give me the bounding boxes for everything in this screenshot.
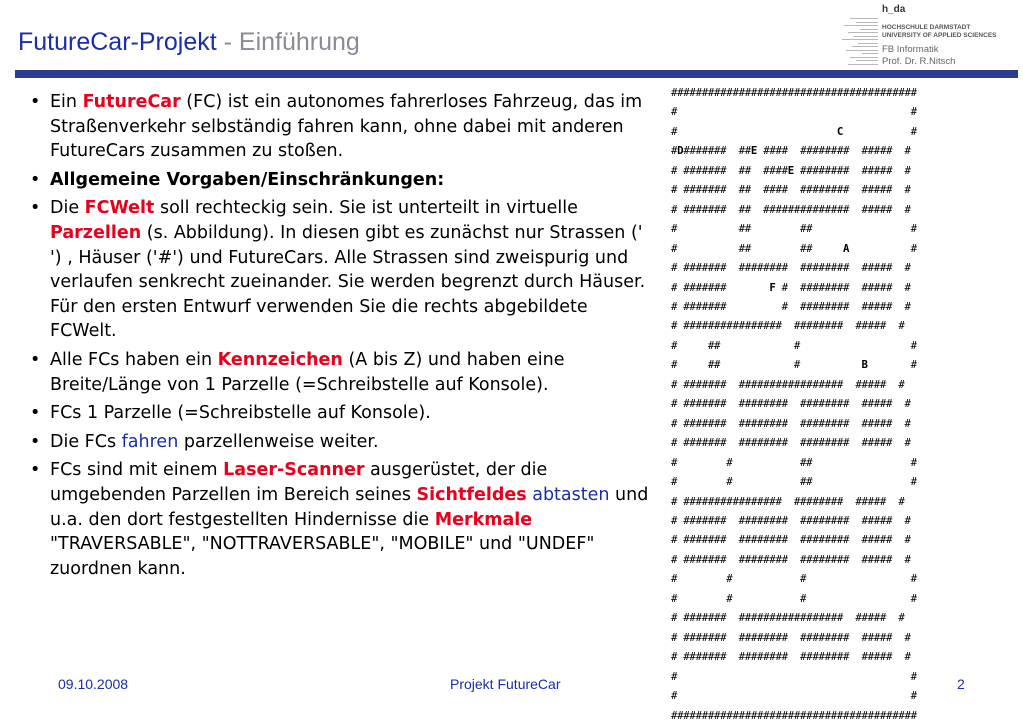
bullet-item: [26, 348, 651, 397]
map-row: # ####### ######## ######## ##### #: [671, 513, 911, 527]
logo-professor: Prof. Dr. R.Nitsch: [882, 56, 956, 67]
map-row: # ################ ######## ##### #: [671, 494, 905, 508]
logo-line: [858, 43, 878, 44]
logo-line: [848, 64, 878, 65]
map-row: #D####### ##E #### ######## ##### #: [671, 144, 911, 158]
logo-line: [852, 46, 878, 47]
map-row: # ####### ######## ######## ##### #: [671, 416, 911, 430]
map-row: # C #: [671, 124, 917, 138]
map-car-marker: E: [750, 144, 758, 158]
logo-line: [856, 22, 878, 23]
footer-title: Projekt FutureCar: [450, 676, 561, 692]
bullet-text: parzellenweise weiter.: [178, 431, 379, 452]
bullet-text: und u.a. den dort festgestellten Hindernisse die: [50, 484, 649, 530]
map-row: # ## # #: [671, 338, 917, 352]
bullet-text: soll rechteckig sein. Sie ist unterteilt in virtuelle: [154, 198, 578, 219]
bullet-highlight: FutureCar: [82, 92, 181, 112]
fcwelt-map: [671, 83, 917, 725]
bullet-dot: •: [30, 92, 41, 112]
logo-line: [844, 25, 878, 26]
bullet-item: [26, 196, 651, 344]
bullet-item: [26, 401, 651, 426]
bullet-highlight: Kennzeichen: [217, 349, 343, 370]
logo-brand: h_da: [882, 4, 906, 15]
map-row: # ####### ######## ######## ##### #: [671, 650, 911, 664]
bullet-text: FCs sind mit einem: [50, 460, 224, 481]
logo-university-line2: UNIVERSITY OF APPLIED SCIENCES: [882, 32, 997, 39]
bullet-text: Alle FCs haben ein: [50, 349, 218, 370]
bullet-list: [26, 90, 651, 585]
map-row: # ####### # ######## ##### #: [671, 299, 911, 313]
bullet-highlight: fahren: [121, 431, 179, 452]
bullet-dot: •: [30, 431, 41, 452]
map-row: # ####### ################# ##### #: [671, 377, 905, 391]
map-row: # # ## #: [671, 475, 917, 489]
bullet-highlight: Sichtfeldes: [416, 484, 527, 505]
map-row: # ####### F # ######## ##### #: [671, 280, 911, 294]
logo-line: [862, 53, 878, 54]
bullet-highlight: FCWelt: [84, 198, 155, 219]
map-row: # ####### ######## ######## ##### #: [671, 533, 911, 547]
bullet-dot: •: [30, 198, 41, 219]
map-row: # ####### ## #### ######## ##### #: [671, 183, 911, 197]
bullet-dot: •: [30, 169, 41, 190]
title-sub: Einführung: [238, 28, 360, 56]
title-separator: -: [216, 28, 239, 56]
bullet-highlight: Parzellen: [50, 222, 142, 243]
map-car-marker: A: [843, 241, 850, 255]
bullet-highlight: Laser-Scanner: [223, 460, 365, 481]
bullet-dot: •: [30, 349, 41, 370]
map-row: # ####### ######## ######## ##### #: [671, 397, 911, 411]
footer-date: 09.10.2008: [58, 676, 129, 692]
bullet-dot: •: [30, 460, 41, 481]
map-row: # ################ ######## ##### #: [671, 319, 905, 333]
map-row: # ####### ######## ######## ##### #: [671, 630, 911, 644]
logo-line: [860, 29, 878, 30]
bullet-item: [26, 90, 651, 164]
title-divider-bar: [15, 70, 1018, 78]
title-main: FutureCar-Projekt: [18, 28, 217, 56]
bullet-text: (FC) ist ein autonomes fahrerloses Fahrzeug, das im Straßenverkehr selbständig fahren kann, ohne dabei mit anderen FutureCars zusammen zu stoßen.: [50, 92, 643, 162]
map-car-marker: B: [861, 358, 868, 372]
logo-lines-graphic: [842, 18, 882, 68]
map-car-marker: E: [787, 163, 794, 177]
logo-line: [842, 39, 878, 40]
logo-line: [848, 32, 878, 33]
map-row: # #: [671, 689, 917, 703]
bullet-text: ausgerüstet, der die umgebenden Parzellen im Bereich seines: [50, 460, 548, 505]
map-row: # ####### ## ############## ##### #: [671, 202, 911, 216]
logo-university-line1: HOCHSCHULE DARMSTADT: [882, 24, 971, 31]
logo-line: [854, 36, 878, 37]
university-logo: [842, 4, 1018, 70]
map-row: # ## ## #: [671, 222, 917, 236]
map-car-marker: C: [836, 124, 844, 138]
bullet-highlight: Allgemeine Vorgaben/Einschränkungen:: [50, 169, 445, 190]
map-row: # ####### ######## ######## ##### #: [671, 552, 911, 566]
bullet-highlight: abtasten: [532, 484, 610, 505]
logo-line: [846, 50, 878, 51]
map-car-marker: D: [677, 144, 684, 158]
bullet-item: [26, 430, 651, 455]
map-row: ########################################: [671, 86, 917, 99]
bullet-text: "TRAVERSABLE", "NOTTRAVERSABLE", "MOBILE" und "UNDEF" zuordnen kann.: [50, 534, 595, 579]
logo-department: FB Informatik: [882, 44, 939, 55]
map-row: # ## # B #: [671, 358, 917, 372]
bullet-text: Ein: [50, 92, 83, 112]
map-row: ########################################: [671, 708, 917, 722]
bullet-item: [26, 168, 651, 193]
map-row: # # ## #: [671, 455, 917, 469]
map-row: # ## ## A #: [671, 241, 917, 255]
footer-page-number: 2: [957, 676, 965, 692]
logo-university: [882, 24, 997, 40]
map-row: # # # #: [671, 572, 917, 586]
bullet-item: [26, 458, 651, 581]
bullet-text: FCs 1 Parzelle (=Schreibstelle auf Konsole).: [50, 403, 431, 424]
bullet-dot: •: [30, 403, 41, 424]
map-row: # ####### ################# ##### #: [671, 611, 905, 625]
bullet-text: Die: [50, 198, 85, 219]
logo-line: [850, 57, 878, 58]
bullet-text: (s. Abbildung). In diesen gibt es zunächst nur Strassen (' ') , Häuser ('#') und FutureCars. Alle Strassen sind zweispurig und verlaufen senkrecht zueinander. Sie werden begrenzt durch Häuser. Für den ersten Entwurf verwenden Sie die rechts abgebildete FCWelt.: [50, 222, 646, 342]
map-car-marker: F: [769, 280, 776, 294]
logo-department-block: [882, 44, 955, 68]
bullet-text: (A bis Z) und haben eine Breite/Länge von 1 Parzelle (=Schreibstelle auf Konsole).: [50, 349, 565, 395]
slide-title: [18, 28, 360, 57]
map-row: # ####### ######## ######## ##### #: [671, 261, 911, 275]
bullet-highlight: Merkmale: [434, 509, 533, 530]
map-row: # #: [671, 105, 917, 119]
logo-line: [856, 60, 878, 61]
map-row: # #: [671, 669, 917, 683]
logo-line: [850, 18, 878, 19]
map-row: # ####### ######## ######## ##### #: [671, 436, 911, 450]
map-row: # # # #: [671, 591, 917, 605]
bullet-text: Die FCs: [50, 431, 122, 452]
map-row: # ####### ## ####E ######## ##### #: [671, 163, 911, 177]
